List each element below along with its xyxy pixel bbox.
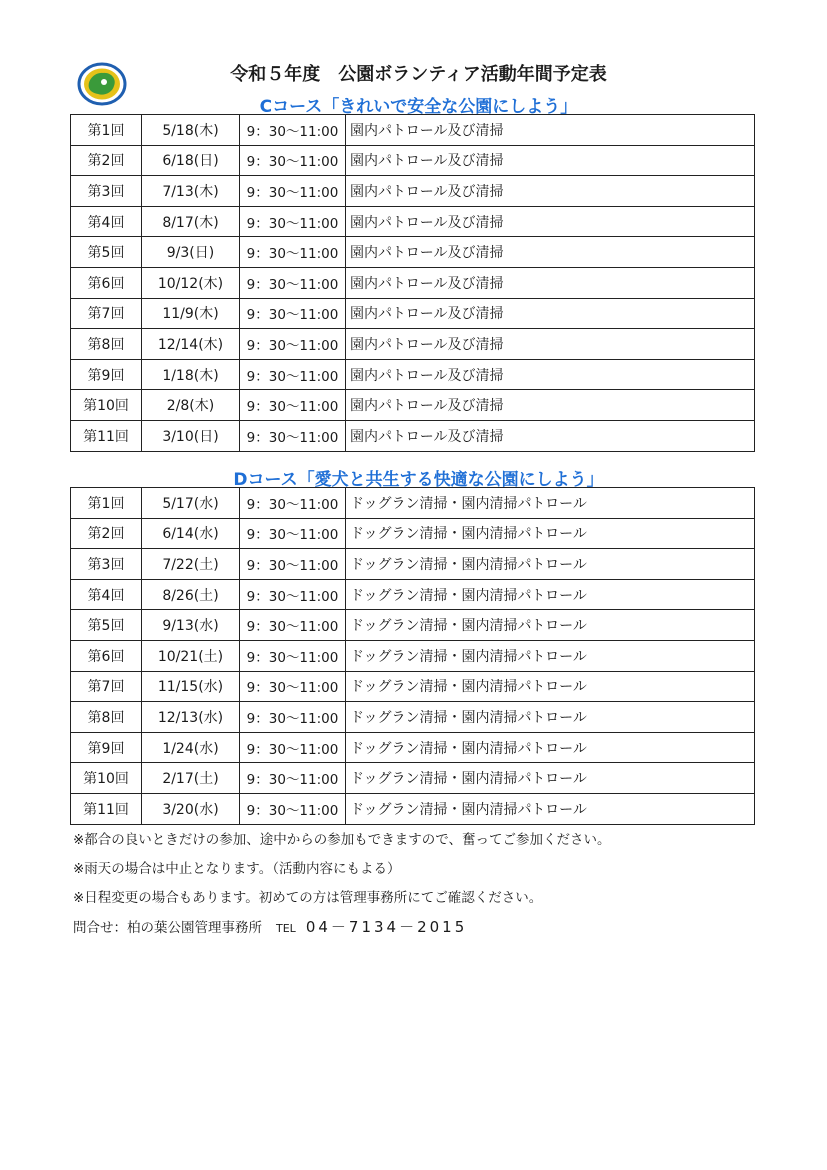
session-date: 10/21(土) <box>142 640 240 671</box>
session-number: 第10回 <box>71 390 142 421</box>
session-activity: 園内パトロール及び清掃 <box>346 267 755 298</box>
session-date: 2/17(土) <box>142 763 240 794</box>
table-row <box>71 671 755 702</box>
session-number: 第4回 <box>71 579 142 610</box>
session-number: 第11回 <box>71 420 142 451</box>
session-time: 9：30～11:00 <box>240 115 346 146</box>
tel-number: 04－7134－2015 <box>305 918 468 936</box>
table-row <box>71 115 755 146</box>
course-d-schedule-table <box>70 487 755 825</box>
session-activity: ドッグラン清掃・園内清掃パトロール <box>346 732 755 763</box>
session-number: 第7回 <box>71 671 142 702</box>
session-number: 第1回 <box>71 115 142 146</box>
session-number: 第9回 <box>71 732 142 763</box>
session-activity: ドッグラン清掃・園内清掃パトロール <box>346 610 755 641</box>
session-number: 第5回 <box>71 610 142 641</box>
session-time: 9：30～11:00 <box>240 206 346 237</box>
session-date: 6/18(日) <box>142 145 240 176</box>
session-date: 5/17(水) <box>142 488 240 519</box>
session-number: 第5回 <box>71 237 142 268</box>
session-date: 2/8(木) <box>142 390 240 421</box>
session-time: 9：30～11:00 <box>240 549 346 580</box>
session-activity: ドッグラン清掃・園内清掃パトロール <box>346 579 755 610</box>
session-date: 10/12(木) <box>142 267 240 298</box>
session-date: 9/3(日) <box>142 237 240 268</box>
table-row <box>71 732 755 763</box>
session-date: 6/14(水) <box>142 518 240 549</box>
session-date: 5/18(木) <box>142 115 240 146</box>
session-activity: ドッグラン清掃・園内清掃パトロール <box>346 549 755 580</box>
session-time: 9：30～11:00 <box>240 518 346 549</box>
session-number: 第9回 <box>71 359 142 390</box>
session-time: 9：30～11:00 <box>240 763 346 794</box>
table-row <box>71 390 755 421</box>
session-time: 9：30～11:00 <box>240 732 346 763</box>
session-date: 12/14(木) <box>142 329 240 360</box>
table-row <box>71 518 755 549</box>
session-number: 第11回 <box>71 793 142 824</box>
session-time: 9：30～11:00 <box>240 176 346 207</box>
session-number: 第2回 <box>71 145 142 176</box>
course-c-title: Cコース「きれいで安全な公園にしよう」 <box>259 97 578 117</box>
table-row <box>71 145 755 176</box>
session-activity: 園内パトロール及び清掃 <box>346 115 755 146</box>
table-row <box>71 610 755 641</box>
session-number: 第8回 <box>71 329 142 360</box>
table-row <box>71 329 755 360</box>
session-number: 第6回 <box>71 267 142 298</box>
table-row <box>71 793 755 824</box>
session-number: 第3回 <box>71 176 142 207</box>
table-row <box>71 176 755 207</box>
session-activity: ドッグラン清掃・園内清掃パトロール <box>346 793 755 824</box>
session-date: 11/9(木) <box>142 298 240 329</box>
session-activity: ドッグラン清掃・園内清掃パトロール <box>346 488 755 519</box>
session-date: 12/13(水) <box>142 702 240 733</box>
note-participation: ※都合の良いときだけの参加、途中からの参加もできますので、奮ってご参加ください。 <box>73 832 611 848</box>
tel-label: TEL <box>276 922 296 935</box>
session-time: 9：30～11:00 <box>240 298 346 329</box>
session-activity: ドッグラン清掃・園内清掃パトロール <box>346 671 755 702</box>
session-date: 8/26(土) <box>142 579 240 610</box>
session-activity: ドッグラン清掃・園内清掃パトロール <box>346 763 755 794</box>
session-time: 9：30～11:00 <box>240 145 346 176</box>
session-activity: 園内パトロール及び清掃 <box>346 145 755 176</box>
session-date: 1/24(水) <box>142 732 240 763</box>
session-activity: 園内パトロール及び清掃 <box>346 298 755 329</box>
table-row <box>71 488 755 519</box>
session-number: 第1回 <box>71 488 142 519</box>
session-date: 1/18(木) <box>142 359 240 390</box>
note-schedule-change: ※日程変更の場合もあります。初めての方は管理事務所にてご確認ください。 <box>73 890 543 906</box>
session-activity: 園内パトロール及び清掃 <box>346 206 755 237</box>
note-rain-cancel: ※雨天の場合は中止となります。（活動内容にもよる） <box>73 861 401 877</box>
session-time: 9：30～11:00 <box>240 793 346 824</box>
table-row <box>71 549 755 580</box>
session-activity: 園内パトロール及び清掃 <box>346 390 755 421</box>
session-number: 第7回 <box>71 298 142 329</box>
session-time: 9：30～11:00 <box>240 329 346 360</box>
table-row <box>71 298 755 329</box>
session-time: 9：30～11:00 <box>240 579 346 610</box>
session-activity: 園内パトロール及び清掃 <box>346 359 755 390</box>
session-activity: ドッグラン清掃・園内清掃パトロール <box>346 518 755 549</box>
session-activity: ドッグラン清掃・園内清掃パトロール <box>346 640 755 671</box>
session-activity: 園内パトロール及び清掃 <box>346 420 755 451</box>
contact-line <box>73 917 611 946</box>
session-number: 第10回 <box>71 763 142 794</box>
session-time: 9：30～11:00 <box>240 359 346 390</box>
session-number: 第2回 <box>71 518 142 549</box>
table-row <box>71 420 755 451</box>
session-time: 9：30～11:00 <box>240 390 346 421</box>
session-time: 9：30～11:00 <box>240 420 346 451</box>
session-activity: 園内パトロール及び清掃 <box>346 176 755 207</box>
session-time: 9：30～11:00 <box>240 671 346 702</box>
table-row <box>71 579 755 610</box>
course-c-schedule-table <box>70 114 755 452</box>
session-activity: 園内パトロール及び清掃 <box>346 329 755 360</box>
session-date: 7/13(木) <box>142 176 240 207</box>
session-number: 第6回 <box>71 640 142 671</box>
session-date: 9/13(水) <box>142 610 240 641</box>
table-row <box>71 359 755 390</box>
session-date: 7/22(土) <box>142 549 240 580</box>
notes-section <box>73 830 611 946</box>
session-activity: 園内パトロール及び清掃 <box>346 237 755 268</box>
table-row <box>71 206 755 237</box>
table-row <box>71 702 755 733</box>
session-number: 第8回 <box>71 702 142 733</box>
session-date: 3/20(水) <box>142 793 240 824</box>
session-date: 11/15(水) <box>142 671 240 702</box>
session-time: 9：30～11:00 <box>240 237 346 268</box>
session-number: 第4回 <box>71 206 142 237</box>
contact-label: 問合せ：柏の葉公園管理事務所 <box>73 920 262 936</box>
page-title: 令和５年度 公園ボランティア活動年間予定表 <box>230 64 607 85</box>
session-date: 3/10(日) <box>142 420 240 451</box>
table-row <box>71 237 755 268</box>
session-date: 8/17(木) <box>142 206 240 237</box>
session-time: 9：30～11:00 <box>240 267 346 298</box>
session-time: 9：30～11:00 <box>240 610 346 641</box>
table-row <box>71 640 755 671</box>
course-d-title: Dコース「愛犬と共生する快適な公園にしよう」 <box>233 470 604 490</box>
table-row <box>71 763 755 794</box>
session-activity: ドッグラン清掃・園内清掃パトロール <box>346 702 755 733</box>
table-row <box>71 267 755 298</box>
session-time: 9：30～11:00 <box>240 640 346 671</box>
session-time: 9：30～11:00 <box>240 488 346 519</box>
session-time: 9：30～11:00 <box>240 702 346 733</box>
session-number: 第3回 <box>71 549 142 580</box>
